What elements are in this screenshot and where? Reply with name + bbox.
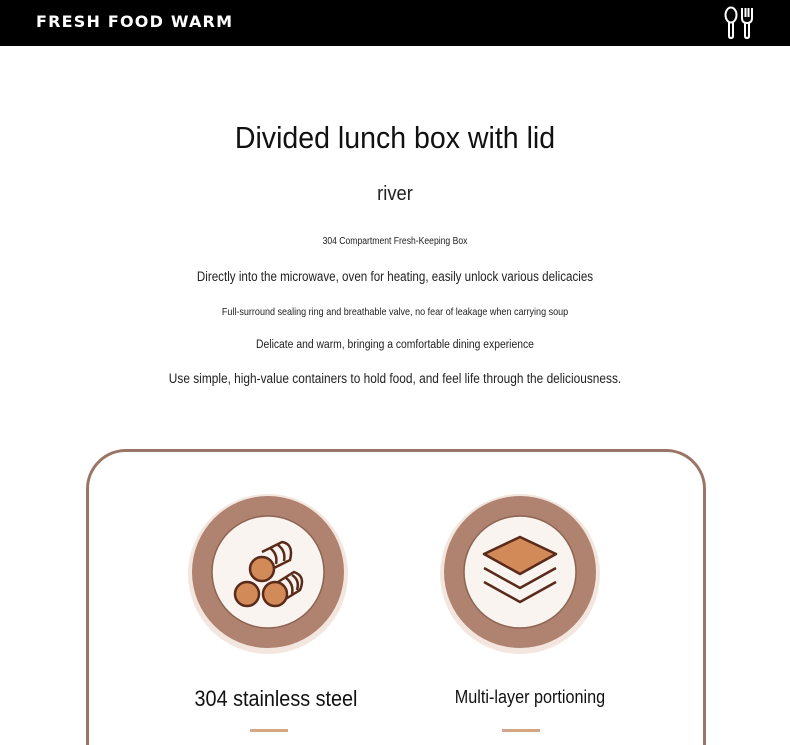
steel-logs-icon <box>186 492 350 656</box>
accent-divider <box>250 729 288 732</box>
description-line: Full-surround sealing ring and breathable valve, no fear of leakage when carrying soup <box>221 306 569 318</box>
feature-label-steel: 304 stainless steel <box>194 686 358 711</box>
description-line: 304 Compartment Fresh-Keeping Box <box>322 236 468 247</box>
description-line: Delicate and warm, bringing a comfortable dining experience <box>256 339 534 351</box>
top-bar <box>0 0 790 46</box>
utensils-icon[interactable] <box>720 6 758 40</box>
description-line: Use simple, high-value containers to hold food, and feel life through the deliciousness. <box>168 371 622 386</box>
page-title: Divided lunch box with lid <box>234 120 556 155</box>
feature-label-layers: Multi-layer portioning <box>454 687 606 707</box>
layers-icon <box>438 492 602 656</box>
brand-name[interactable]: FRESH FOOD WARM <box>36 12 234 31</box>
accent-divider <box>502 729 540 732</box>
page-subtitle: river <box>377 183 413 205</box>
description-line: Directly into the microwave, oven for heating, easily unlock various delicacies <box>196 269 594 284</box>
